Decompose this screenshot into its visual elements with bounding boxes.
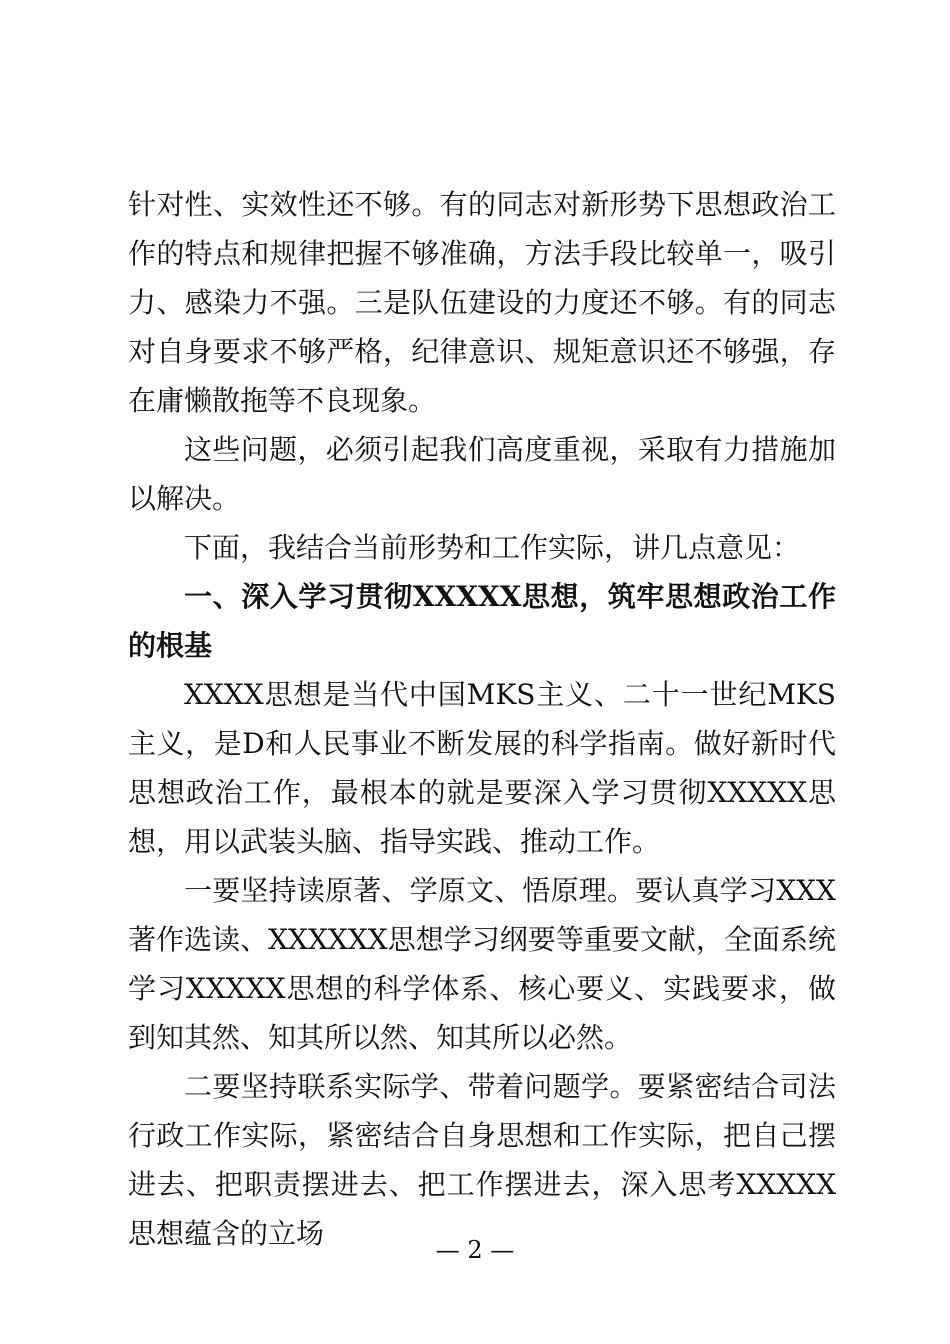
paragraph-problems-conclusion: 这些问题，必须引起我们高度重视，采取有力措施加以解决。 (128, 433, 836, 515)
paragraph-thought-guide: XXXX思想是当代中国MKS主义、二十一世纪MKS主义，是D和人民事业不断发展的科学指南。做好新时代思想政治工作，最根本的就是要深入学习贯彻XXXXX思想，用以武装头脑、指导实践、推动工作。 (128, 678, 836, 858)
section-heading-1: 一、深入学习贯彻XXXXX思想，筑牢思想政治工作的根基 (128, 580, 836, 662)
document-body (128, 180, 836, 1258)
paragraph-point-two: 二要坚持联系实际学、带着问题学。要紧密结合司法行政工作实际，紧密结合自身思想和工作实际，把自己摆进去、把职责摆进去、把工作摆进去，深入思考XXXXX思想蕴含的立场 (128, 1070, 836, 1250)
page-number: — 2 — (435, 1236, 515, 1264)
paragraph-intro-opinions: 下面，我结合当前形势和工作实际，讲几点意见： (184, 531, 801, 564)
paragraph-point-one: 一要坚持读原著、学原文、悟原理。要认真学习XXX著作选读、XXXXXX思想学习纲要等重要文献，全面系统学习XXXXX思想的科学体系、核心要义、实践要求，做到知其然、知其所以然、知其所以必然。 (128, 874, 836, 1054)
paragraph-continuation: 针对性、实效性还不够。有的同志对新形势下思想政治工作的特点和规律把握不够准确，方法手段比较单一，吸引力、感染力不强。三是队伍建设的力度还不够。有的同志对自身要求不够严格，纪律意识、规矩意识还不够强，存在庸懒散拖等不良现象。 (128, 188, 836, 417)
